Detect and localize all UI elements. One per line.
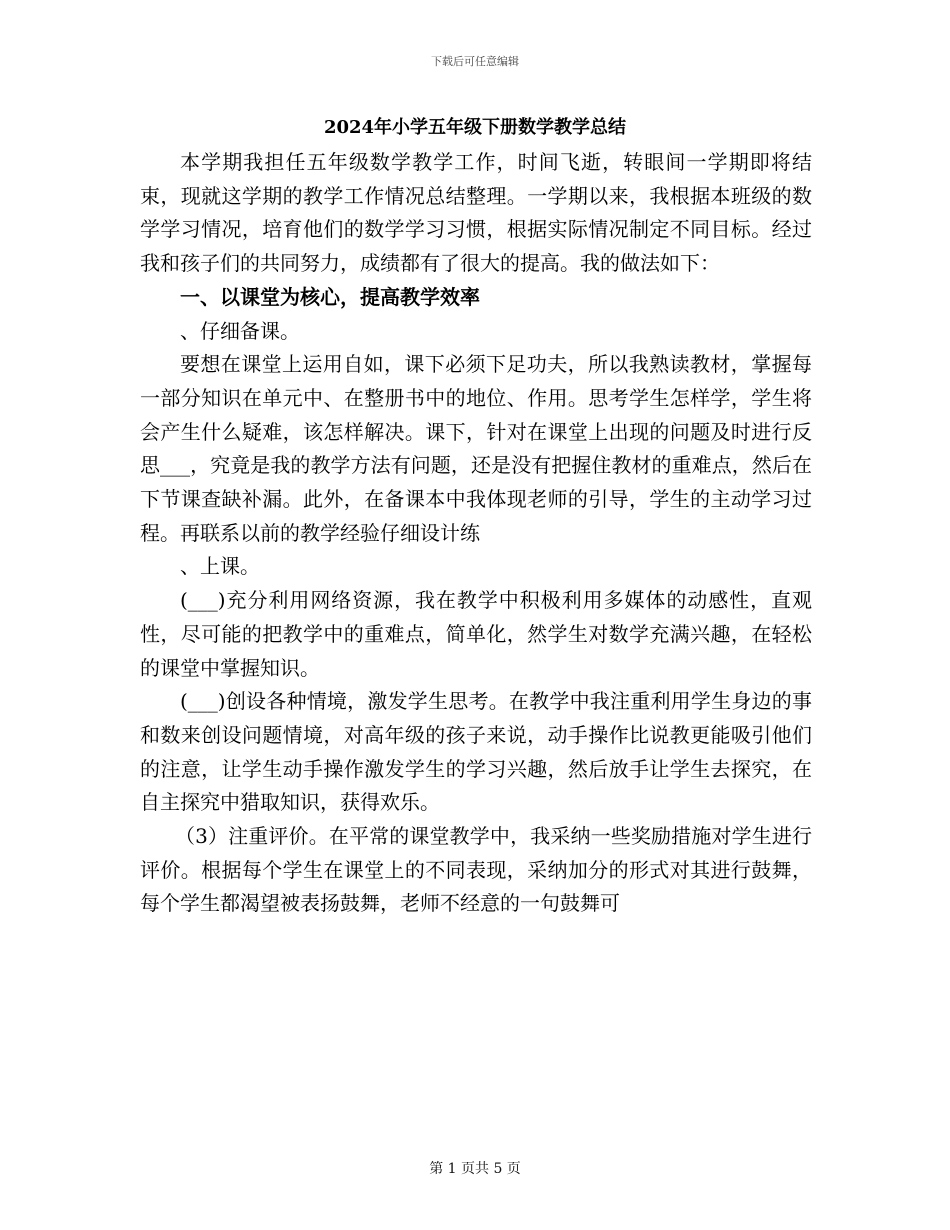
- document-body: [140, 146, 812, 921]
- page-header: 下载后可任意编辑: [431, 55, 519, 68]
- section-heading: 一、以课堂为核心，提高教学效率: [180, 284, 480, 309]
- item-title-class: 、上课。: [180, 554, 260, 579]
- page-footer: 第 1 页共 5 页: [429, 1161, 521, 1177]
- paragraph-sub-2: (___)创设各种情境，激发学生思考。在教学中我注重利用学生身边的事和数来创设问题情境，对高年级的孩子来说，动手操作比说教更能吸引他们的注意，让学生动手操作激发学生的学习兴趣，然后放手让学生去探究，在自主探究中猎取知识，获得欢乐。: [140, 689, 812, 815]
- paragraph-sub-1: (___)充分利用网络资源，我在教学中积极利用多媒体的动感性，直观性，尽可能的把教学中的重难点，简单化，然学生对数学充满兴趣，在轻松的课堂中掌握知识。: [140, 588, 812, 680]
- paragraph-sub-3: （3）注重评价。在平常的课堂教学中，我采纳一些奖励措施对学生进行评价。根据每个学生在课堂上的不同表现，采纳加分的形式对其进行鼓舞，每个学生都渴望被表扬鼓舞，老师不经意的一句鼓舞可: [140, 824, 812, 916]
- item-title-prepare: 、仔细备课。: [180, 318, 300, 343]
- intro-paragraph: 本学期我担任五年级数学教学工作，时间飞逝，转眼间一学期即将结束，现就这学期的教学工作情况总结整理。一学期以来，我根据本班级的数学学习情况，培育他们的数学学习习惯，根据实际情况制定不同目标。经过我和孩子们的共同努力，成绩都有了很大的提高。我的做法如下：: [140, 150, 812, 276]
- paragraph-prepare: 要想在课堂上运用自如，课下必须下足功夫，所以我熟读教材，掌握每一部分知识在单元中、在整册书中的地位、作用。思考学生怎样学，学生将会产生什么疑难，该怎样解决。课下，针对在课堂上出现的问题及时进行反思___，究竟是我的教学方法有问题，还是没有把握住教材的重难点，然后在下节课查缺补漏。此外，在备课本中我体现老师的引导，学生的主动学习过程。再联系以前的教学经验仔细设计练: [140, 352, 812, 545]
- document-title: 2024年小学五年级下册数学教学总结: [323, 117, 627, 138]
